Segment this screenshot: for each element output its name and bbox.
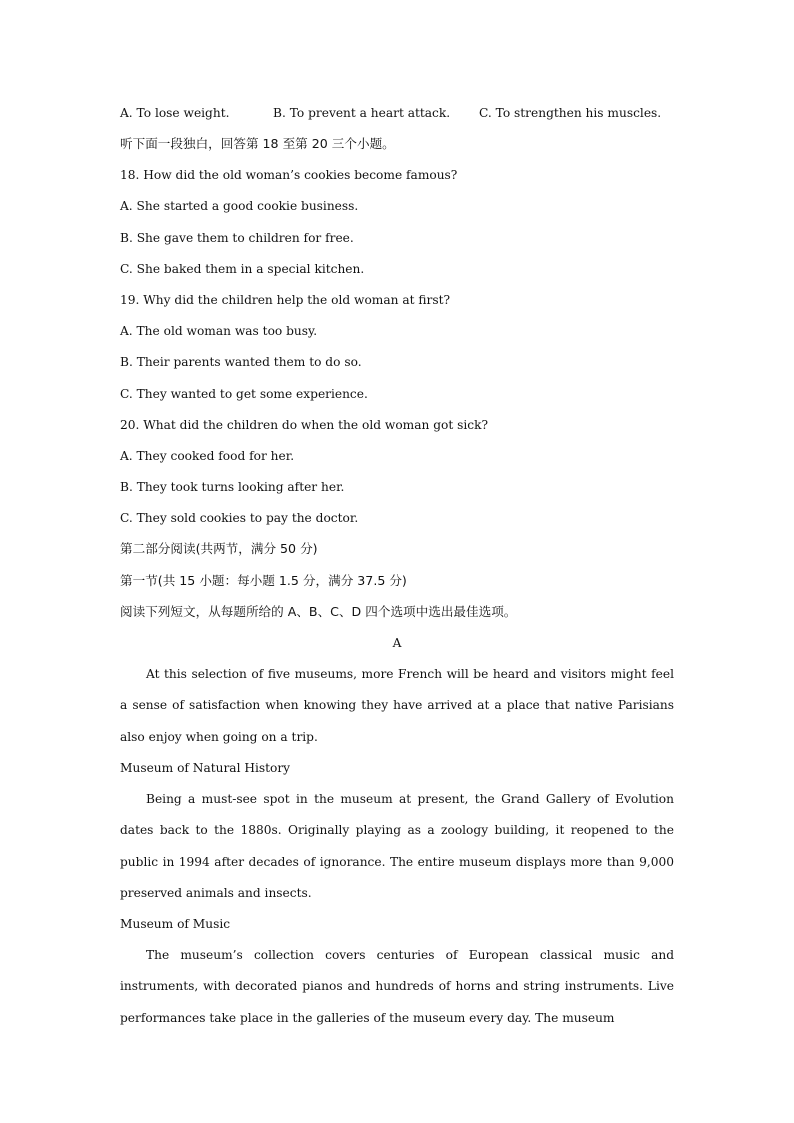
question-20-option-b: B. They took turns looking after her. xyxy=(120,480,345,494)
question-19-option-b: B. Their parents wanted them to do so. xyxy=(120,355,362,369)
question-19-option-c: C. They wanted to get some experience. xyxy=(120,387,368,401)
question-20-option-a: A. They cooked food for her. xyxy=(120,449,295,463)
museum-natural-history-text: Being a must-see spot in the museum at present, the Grand Gallery of Evolution dates back to the 1880s. Originally playing as a zoology building, it reopened to the public in 1994 after decades of ignorance. The entire museum displays more than 9,000 preserved animals and insects. xyxy=(120,792,674,900)
question-19-option-a: A. The old woman was too busy. xyxy=(120,324,318,338)
section1-heading: 第一节(共 15 小题：每小题 1.5 分，满分 37.5 分) xyxy=(120,573,407,588)
passage-intro: At this selection of five museums, more French will be heard and visitors might feel a sense of satisfaction when knowing they have arrived at a place that native Parisians also enjoy when going on a trip. xyxy=(120,667,674,744)
museum-natural-history-title: Museum of Natural History xyxy=(120,761,291,775)
reading-instruction: 阅读下列短文，从每题所给的 A、B、C、D 四个选项中选出最佳选项。 xyxy=(120,604,517,619)
q17-option-b: B. To prevent a heart attack. xyxy=(273,106,451,120)
q17-option-c: C. To strengthen his muscles. xyxy=(479,106,662,120)
museum-music-title: Museum of Music xyxy=(120,917,231,931)
passage-label: A xyxy=(392,636,402,650)
q17-option-a: A. To lose weight. xyxy=(120,106,230,120)
question-18-stem: 18. How did the old woman’s cookies become famous? xyxy=(120,168,458,182)
monologue-instruction: 听下面一段独白，回答第 18 至第 20 三个小题。 xyxy=(120,136,395,151)
question-18-option-c: C. She baked them in a special kitchen. xyxy=(120,262,365,276)
question-20-option-c: C. They sold cookies to pay the doctor. xyxy=(120,511,359,525)
museum-music-text: The museum’s collection covers centuries of European classical music and instruments, with decorated pianos and hundreds of horns and string instruments. Live performances take place in the galleries of the museum every day. The museum xyxy=(120,948,674,1025)
part2-heading: 第二部分阅读(共两节，满分 50 分) xyxy=(120,541,318,556)
question-18-option-b: B. She gave them to children for free. xyxy=(120,231,354,245)
question-20-stem: 20. What did the children do when the old woman got sick? xyxy=(120,418,489,432)
question-18-option-a: A. She started a good cookie business. xyxy=(120,199,359,213)
question-19-stem: 19. Why did the children help the old woman at first? xyxy=(120,293,451,307)
